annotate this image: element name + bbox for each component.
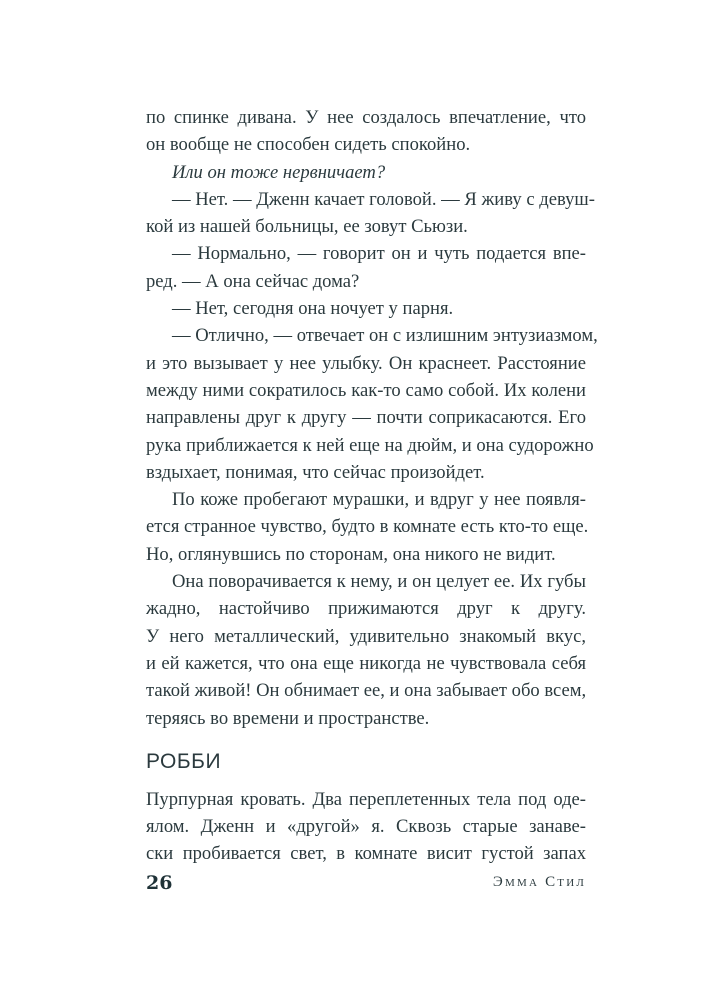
running-footer-author: Эмма Стил bbox=[492, 874, 586, 890]
text-line: направлены друг к другу — почти соприкасаются. Его bbox=[146, 407, 586, 429]
text-line: он вообще не способен сидеть спокойно. bbox=[146, 134, 471, 156]
text-line: Пурпурная кровать. Два переплетенных тела под оде- bbox=[146, 788, 586, 810]
italic-thought-line: Или он тоже нервничает? bbox=[172, 161, 386, 183]
text-line: ред. — А она сейчас дома? bbox=[146, 270, 360, 292]
text-line: и ей кажется, что она еще никогда не чувствовала себя bbox=[146, 652, 586, 674]
text-line: — Нет, сегодня она ночует у парня. bbox=[172, 298, 454, 320]
text-line: рука приближается к ней еще на дюйм, и она судорожно bbox=[146, 434, 594, 456]
text-line: теряясь во времени и пространстве. bbox=[146, 707, 430, 729]
text-line: По коже пробегают мурашки, и вдруг у нее появля- bbox=[172, 489, 586, 511]
text-line: У него металлический, удивительно знакомый вкус, bbox=[146, 625, 586, 647]
page-footer bbox=[146, 872, 586, 900]
text-line: ялом. Дженн и «другой» я. Сквозь старые занаве- bbox=[146, 816, 586, 838]
text-line: по спинке дивана. У нее создалось впечатление, что bbox=[146, 107, 586, 128]
text-line: — Нет. — Дженн качает головой. — Я живу с девуш- bbox=[172, 188, 595, 210]
text-line: и это вызывает у нее улыбку. Он краснеет. Расстояние bbox=[146, 352, 586, 374]
text-line: такой живой! Он обнимает ее, и она забывает обо всем, bbox=[146, 680, 587, 702]
text-line: Но, оглянувшись по сторонам, она никого не видит. bbox=[146, 543, 556, 565]
text-line: вздыхает, понимая, что сейчас произойдет. bbox=[146, 461, 485, 483]
page-body-text bbox=[146, 104, 598, 868]
text-line: — Нормально, — говорит он и чуть подается впе- bbox=[172, 243, 586, 265]
page-number: 26 bbox=[146, 872, 173, 894]
text-line: жадно, настойчиво прижимаются друг к другу. bbox=[146, 598, 586, 620]
text-line: кой из нашей больницы, ее зовут Сьюзи. bbox=[146, 216, 468, 238]
text-line: между ними сократилось как-то само собой. Их колени bbox=[146, 379, 586, 401]
text-line: Она поворачивается к нему, и он целует ее. Их губы bbox=[172, 571, 586, 593]
text-line: — Отлично, — отвечает он с излишним энтузиазмом, bbox=[172, 325, 598, 347]
text-line: ется странное чувство, будто в комнате есть кто-то еще. bbox=[146, 516, 589, 538]
section-heading: РОББИ bbox=[146, 749, 222, 773]
text-line: ски пробивается свет, в комнате висит густой запах bbox=[146, 843, 586, 865]
book-page bbox=[146, 0, 598, 1000]
